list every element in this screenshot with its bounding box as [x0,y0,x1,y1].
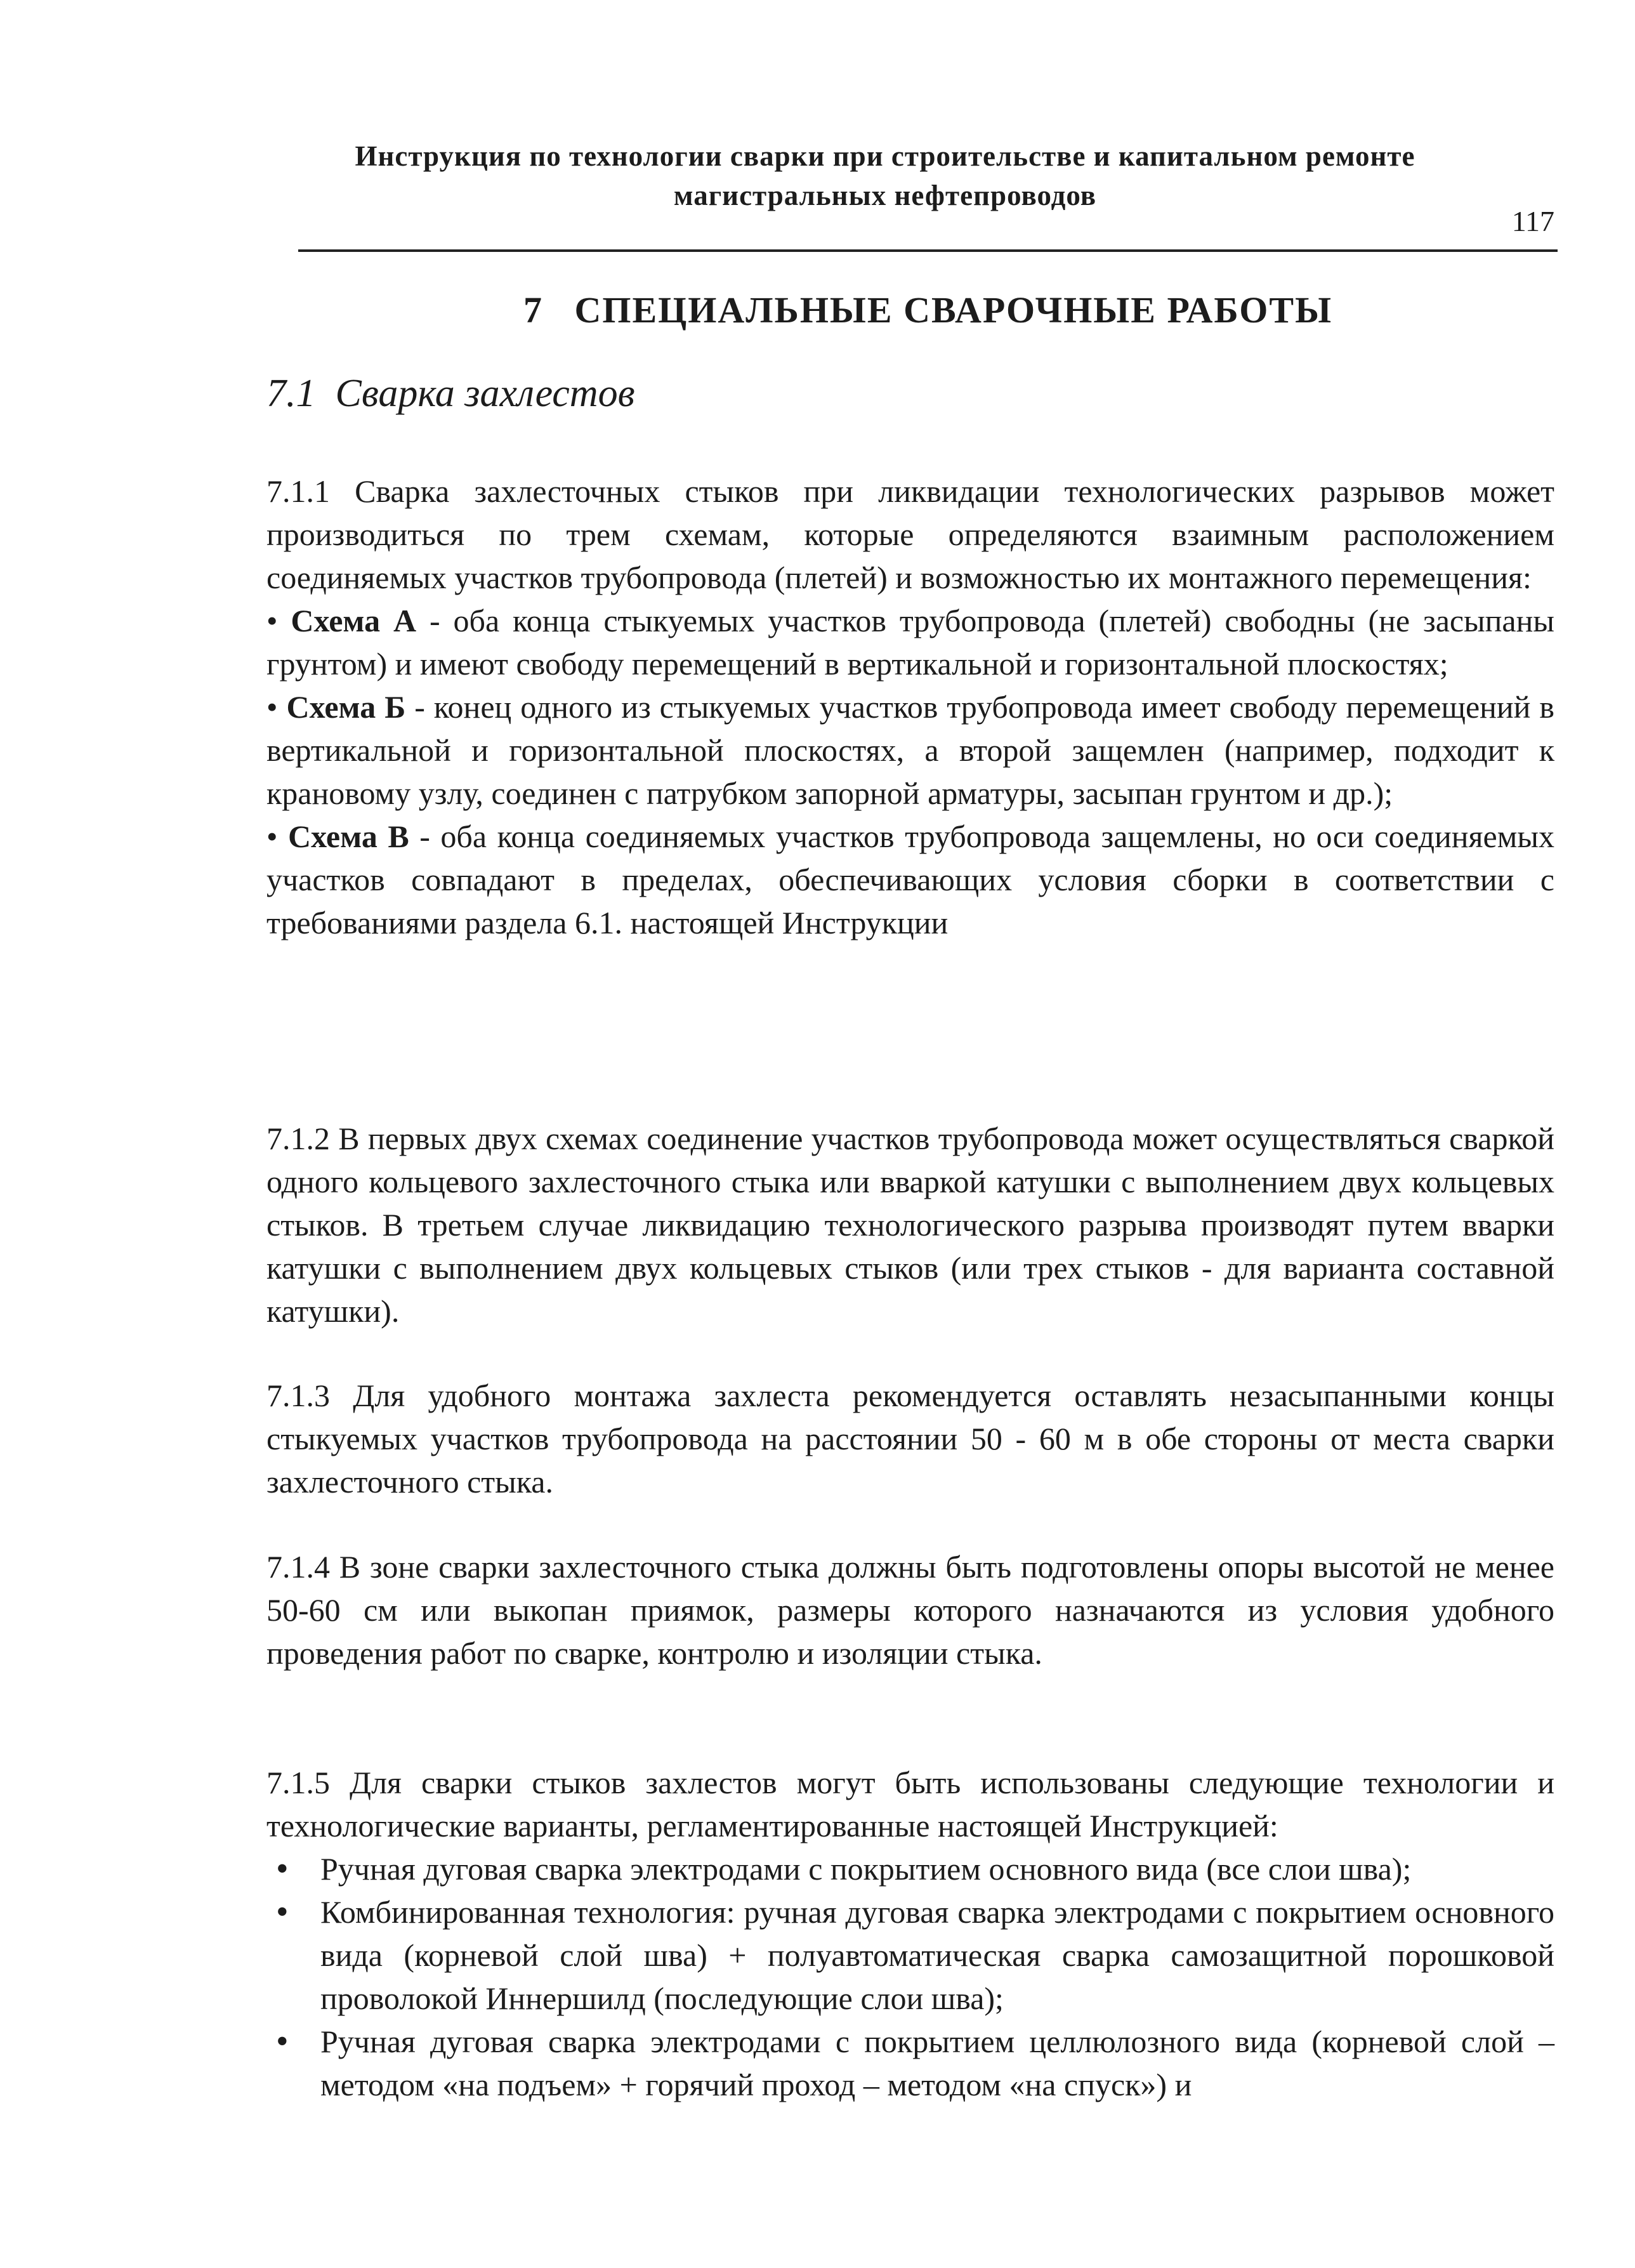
scheme-text: - оба конца соединяемых участков трубопровода защемлены, но оси соединяемых участков совпадают в пределах, обеспечивающих условия сборки в соответствии с требованиями раздела 6.1. настоящей Инструкции [266,819,1554,940]
list-item: • Комбинированная технология: ручная дуговая сварка электродами с покрытием основного вида (корневой слой шва) + полуавтоматическая сварка самозащитной порошковой проволокой Иннершилд (последующие слои шва); [266,1890,1554,2020]
header-rule [298,249,1558,252]
paragraph-7-1-4 [266,1545,1554,1675]
paragraph-text: 7.1.4 В зоне сварки захлесточного стыка должны быть подготовлены опоры высотой не менее 50-60 см или выкопан приямок, размеры которого назначаются из условия удобного проведения работ по сварке, контролю и изоляции стыка. [266,1549,1554,1671]
scheme-text: - оба конца стыкуемых участков трубопровода (плетей) свободны (не засыпаны грунтом) и имеют свободу перемещений в вертикальной и горизонтальной плоскостях; [266,603,1554,682]
paragraph-text: 7.1.1 Сварка захлесточных стыков при ликвидации технологических разрывов может производиться по трем схемам, которые определяются взаимным расположением соединяемых участков трубопровода (плетей) и возможностью их монтажного перемещения: [266,473,1554,595]
paragraph-7-1-2 [266,1117,1554,1333]
paragraph-7-1-1 [266,470,1554,944]
chapter-number: 7 [523,289,543,331]
scheme-name: Схема В [288,819,409,854]
scheme-name: Схема А [291,603,417,638]
scheme-item: • Схема А - оба конца стыкуемых участков трубопровода (плетей) свободны (не засыпаны грунтом) и имеют свободу перемещений в вертикальной и горизонтальной плоскостях; [266,603,1554,682]
page-number: 117 [1511,205,1554,237]
paragraph-text: 7.1.3 Для удобного монтажа захлеста рекомендуется оставлять незасыпанными концы стыкуемых участков трубопровода на расстоянии 50 - 60 м в обе стороны от места сварки захлесточного стыка. [266,1378,1554,1500]
paragraph-text: 7.1.5 Для сварки стыков захлестов могут быть использованы следующие технологии и технологические варианты, регламентированные настоящей Инструкцией: [266,1765,1554,1843]
paragraph-text: 7.1.2 В первых двух схемах соединение участков трубопровода может осуществляться сваркой одного кольцевого захлесточного стыка или вваркой катушки с выполнением двух кольцевых стыков. В третьем случае ликвидацию технологического разрыва производят путем вварки катушки с выполнением двух кольцевых стыков (или трех стыков - для варианта составной катушки). [266,1121,1554,1329]
chapter-title: СПЕЦИАЛЬНЫЕ СВАРОЧНЫЕ РАБОТЫ [574,289,1333,331]
section-title: Сварка захлестов [335,372,635,415]
list-item: • Ручная дуговая сварка электродами с покрытием основного вида (все слои шва); [266,1847,1554,1890]
list-item: • Ручная дуговая сварка электродами с покрытием целлюлозного вида (корневой слой – методом «на подъем» + горячий проход – методом «на спуск») и [266,2020,1554,2106]
chapter-heading [298,289,1558,331]
paragraph-7-1-5 [266,1761,1554,2106]
scheme-item: • Схема В - оба конца соединяемых участков трубопровода защемлены, но оси соединяемых участков совпадают в пределах, обеспечивающих условия сборки в соответствии с требованиями раздела 6.1. настоящей Инструкции [266,819,1554,940]
scheme-name: Схема Б [286,689,406,725]
paragraph-7-1-3 [266,1374,1554,1503]
section-heading [266,371,635,416]
header-line-1: Инструкция по технологии сварки при строительстве и капитальном ремонте [355,140,1415,172]
scheme-item: • Схема Б - конец одного из стыкуемых участков трубопровода имеет свободу перемещений в вертикальной и горизонтальной плоскостях, а второй защемлен (например, подходит к крановому узлу, соединен с патрубком запорной арматуры, засыпан грунтом и др.); [266,689,1554,811]
header-line-2: магистральных нефтепроводов [673,180,1097,211]
running-header [298,136,1472,215]
section-number: 7.1 [266,372,316,415]
scheme-text: - конец одного из стыкуемых участков трубопровода имеет свободу перемещений в вертикальной и горизонтальной плоскостях, а второй защемлен (например, подходит к крановому узлу, соединен с патрубком запорной арматуры, засыпан грунтом и др.); [266,689,1554,811]
technology-list [266,1847,1554,2106]
